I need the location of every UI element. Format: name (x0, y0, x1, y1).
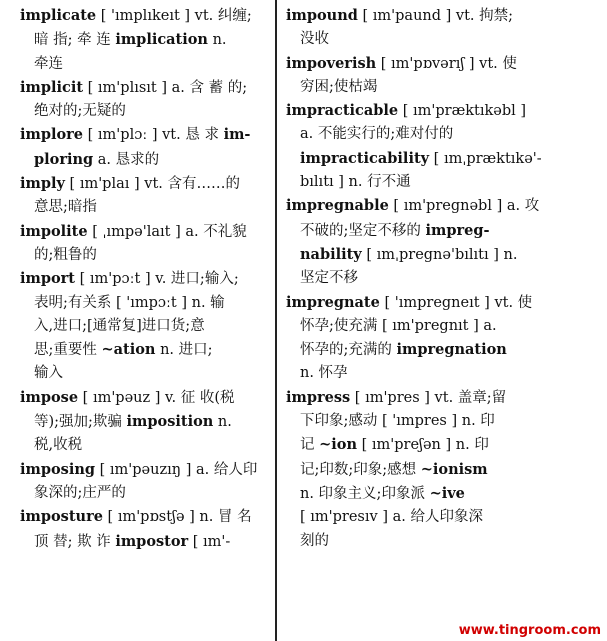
entry-text: n. 进口; (155, 342, 213, 359)
entry-text: 税,收税 (34, 437, 83, 454)
entry-line (20, 76, 270, 100)
headword: impolite (20, 222, 88, 240)
entry-text: 表明;有关系 [ 'ımpɔːt ] n. 输 (34, 294, 225, 311)
entry-text: 绝对的;无疑的 (34, 103, 126, 120)
entry-text: 等);强加;欺骗 (34, 414, 127, 431)
entry-line (20, 28, 270, 52)
entry-text: n. (213, 414, 232, 431)
headword: implore (20, 126, 84, 144)
entry-text: 怀孕;使充满 [ ım'pregnıt ] a. (300, 317, 497, 334)
headword: impoverish (286, 54, 377, 72)
headword: imposition (126, 413, 214, 431)
headword: impracticable (286, 102, 399, 120)
entry-line (20, 196, 270, 219)
entry-text: [ ım'pɒvərıʃ ] vt. 使 (376, 55, 517, 72)
entry-text: 穷困;使枯竭 (300, 78, 378, 95)
entry-text: [ ım'plaı ] vt. 含有……的 (64, 176, 240, 193)
headword: im- (223, 126, 251, 144)
left-column (20, 4, 270, 554)
entry-text: 入,进口;[通常复]进口货;意 (34, 317, 205, 334)
headword: implicit (20, 78, 84, 96)
entry-text: [ ım'pəuz ] v. 征 收(税 (78, 389, 235, 406)
entry-text: [ ım'- (188, 533, 231, 550)
entry-line (20, 123, 270, 147)
headword: impracticability (300, 149, 430, 167)
entry-line (20, 53, 270, 76)
entry-line (20, 244, 270, 267)
entry-text: n. 怀孕 (300, 365, 348, 382)
headword: impose (20, 388, 79, 406)
entry-text: 刻的 (300, 532, 329, 549)
dictionary-entry (286, 291, 592, 386)
entry-line (286, 506, 592, 529)
entry-text: [ ım'pregnəbl ] a. 攻 (388, 198, 540, 215)
entry-text: 象深的;庄严的 (34, 484, 126, 501)
entry-line (20, 220, 270, 244)
entry-line (20, 362, 270, 385)
entry-line (286, 99, 592, 123)
entry-line (286, 76, 592, 99)
entry-text: [ 'ımplıkeıt ] vt. 纠缠; (96, 8, 252, 24)
entry-line (286, 147, 592, 171)
entry-line (20, 530, 270, 554)
entry-text: 不破的;坚定不移的 (300, 222, 426, 239)
entry-text: 坚定不移 (300, 270, 358, 287)
entry-text: 牵连 (34, 55, 63, 72)
entry-line (20, 172, 270, 196)
headword: implicate (20, 7, 97, 24)
entry-line (286, 433, 592, 457)
headword: imply (20, 175, 65, 193)
dictionary-entry (20, 458, 270, 506)
entry-line (286, 530, 592, 553)
entry-line (286, 362, 592, 385)
watermark: www.tingroom.com (458, 623, 601, 638)
headword: imposing (20, 460, 96, 478)
entry-text: [ ım'pɒstʃə ] n. 冒 名 (102, 509, 252, 526)
entry-line (20, 434, 270, 457)
dictionary-entry (20, 4, 270, 76)
entry-line (286, 386, 592, 410)
entry-text: 顶 替; 欺 诈 (34, 533, 116, 550)
dictionary-entry (286, 386, 592, 553)
headword: ~ive (429, 484, 465, 502)
entry-line (286, 458, 592, 482)
entry-text: n. (207, 32, 227, 49)
dictionary-entry (20, 76, 270, 124)
entry-line (286, 52, 592, 76)
entry-text: 下印象;感动 [ 'ımpres ] n. 印 (300, 413, 495, 430)
headword: ploring (34, 150, 94, 168)
dictionary-entry (20, 386, 270, 458)
dictionary-entry (286, 99, 592, 194)
entry-text: [ ım'pres ] vt. 盖章;留 (350, 389, 507, 406)
dictionary-entry (20, 220, 270, 268)
headword: impregnate (286, 293, 380, 311)
entry-text: 记 (300, 437, 320, 454)
dictionary-entry (20, 267, 270, 385)
headword: import (20, 270, 75, 288)
entry-line (286, 315, 592, 338)
dictionary-entry (286, 194, 592, 290)
entry-line (286, 410, 592, 433)
headword: ~ation (101, 341, 156, 359)
entry-line (286, 194, 592, 218)
right-column (286, 4, 592, 553)
dictionary-entry (286, 52, 592, 100)
entry-line (286, 243, 592, 267)
entry-line (286, 123, 592, 146)
entry-text: [ ımˌpræktıkə'- (429, 150, 542, 167)
entry-line (286, 482, 592, 506)
headword: nability (300, 245, 362, 263)
entry-line (286, 171, 592, 194)
entry-line (286, 267, 592, 290)
column-divider (275, 0, 277, 641)
headword: impound (286, 7, 358, 24)
entry-line (20, 386, 270, 410)
entry-text: [ ım'paund ] vt. 拘禁; (357, 8, 514, 24)
entry-line (20, 338, 270, 362)
headword: ~ionism (420, 460, 488, 478)
entry-text: 怀孕的;充满的 (300, 342, 397, 359)
entry-text: [ ˌımpə'laıt ] a. 不礼貌 (87, 223, 247, 240)
headword: implication (115, 31, 208, 49)
dictionary-entry (20, 172, 270, 220)
headword: impreg- (425, 221, 490, 239)
dictionary-entry (20, 123, 270, 172)
entry-text: [ ım'pəuzıŋ ] a. 给人印 (95, 461, 258, 478)
entry-line (20, 482, 270, 505)
entry-line (20, 410, 270, 434)
entry-line (20, 292, 270, 315)
entry-line (20, 148, 270, 172)
entry-line (20, 315, 270, 338)
entry-line (286, 338, 592, 362)
entry-text: a. 不能实行的;难对付的 (300, 126, 454, 143)
entry-text: [ ımˌpregnə'bılıtı ] n. (361, 246, 518, 263)
entry-text: 的;粗鲁的 (34, 246, 97, 263)
entry-line (20, 505, 270, 529)
headword: impress (286, 388, 351, 406)
entry-text: 输入 (34, 365, 63, 382)
entry-text: [ ım'presıv ] a. 给人印象深 (300, 509, 483, 526)
entry-text: [ 'ımpregneıt ] vt. 使 (379, 294, 533, 311)
headword: impregnation (396, 341, 507, 359)
entry-text: a. 恳求的 (93, 151, 160, 168)
entry-line (20, 458, 270, 482)
entry-line (20, 4, 270, 28)
entry-line (20, 100, 270, 123)
entry-line (286, 219, 592, 243)
dictionary-entry (20, 505, 270, 554)
entry-text: n. 印象主义;印象派 (300, 485, 430, 502)
headword: impostor (115, 532, 189, 550)
entry-text: 暗 指; 牵 连 (34, 32, 116, 49)
entry-text: 思;重要性 (34, 342, 102, 359)
entry-line (286, 291, 592, 315)
entry-text: 没收 (300, 31, 329, 48)
entry-line (286, 4, 592, 28)
entry-text: [ ım'plısıt ] a. 含 蓄 的; (83, 79, 248, 96)
dictionary-entry (286, 4, 592, 52)
entry-text: [ ım'præktıkəbl ] (398, 103, 527, 120)
entry-text: 记;印数;印象;感想 (300, 461, 421, 478)
headword: ~ion (319, 436, 357, 454)
entry-line (286, 28, 592, 51)
entry-line (20, 267, 270, 291)
entry-text: [ ım'preʃən ] n. 印 (356, 437, 489, 454)
entry-text: bılıtı ] n. 行不通 (300, 174, 411, 191)
headword: imposture (20, 508, 103, 526)
headword: impregnable (286, 197, 389, 215)
entry-text: 意思;暗指 (34, 199, 97, 216)
entry-text: [ ım'plɔː ] vt. 恳 求 (83, 127, 224, 144)
entry-text: [ ım'pɔːt ] v. 进口;输入; (75, 271, 239, 288)
